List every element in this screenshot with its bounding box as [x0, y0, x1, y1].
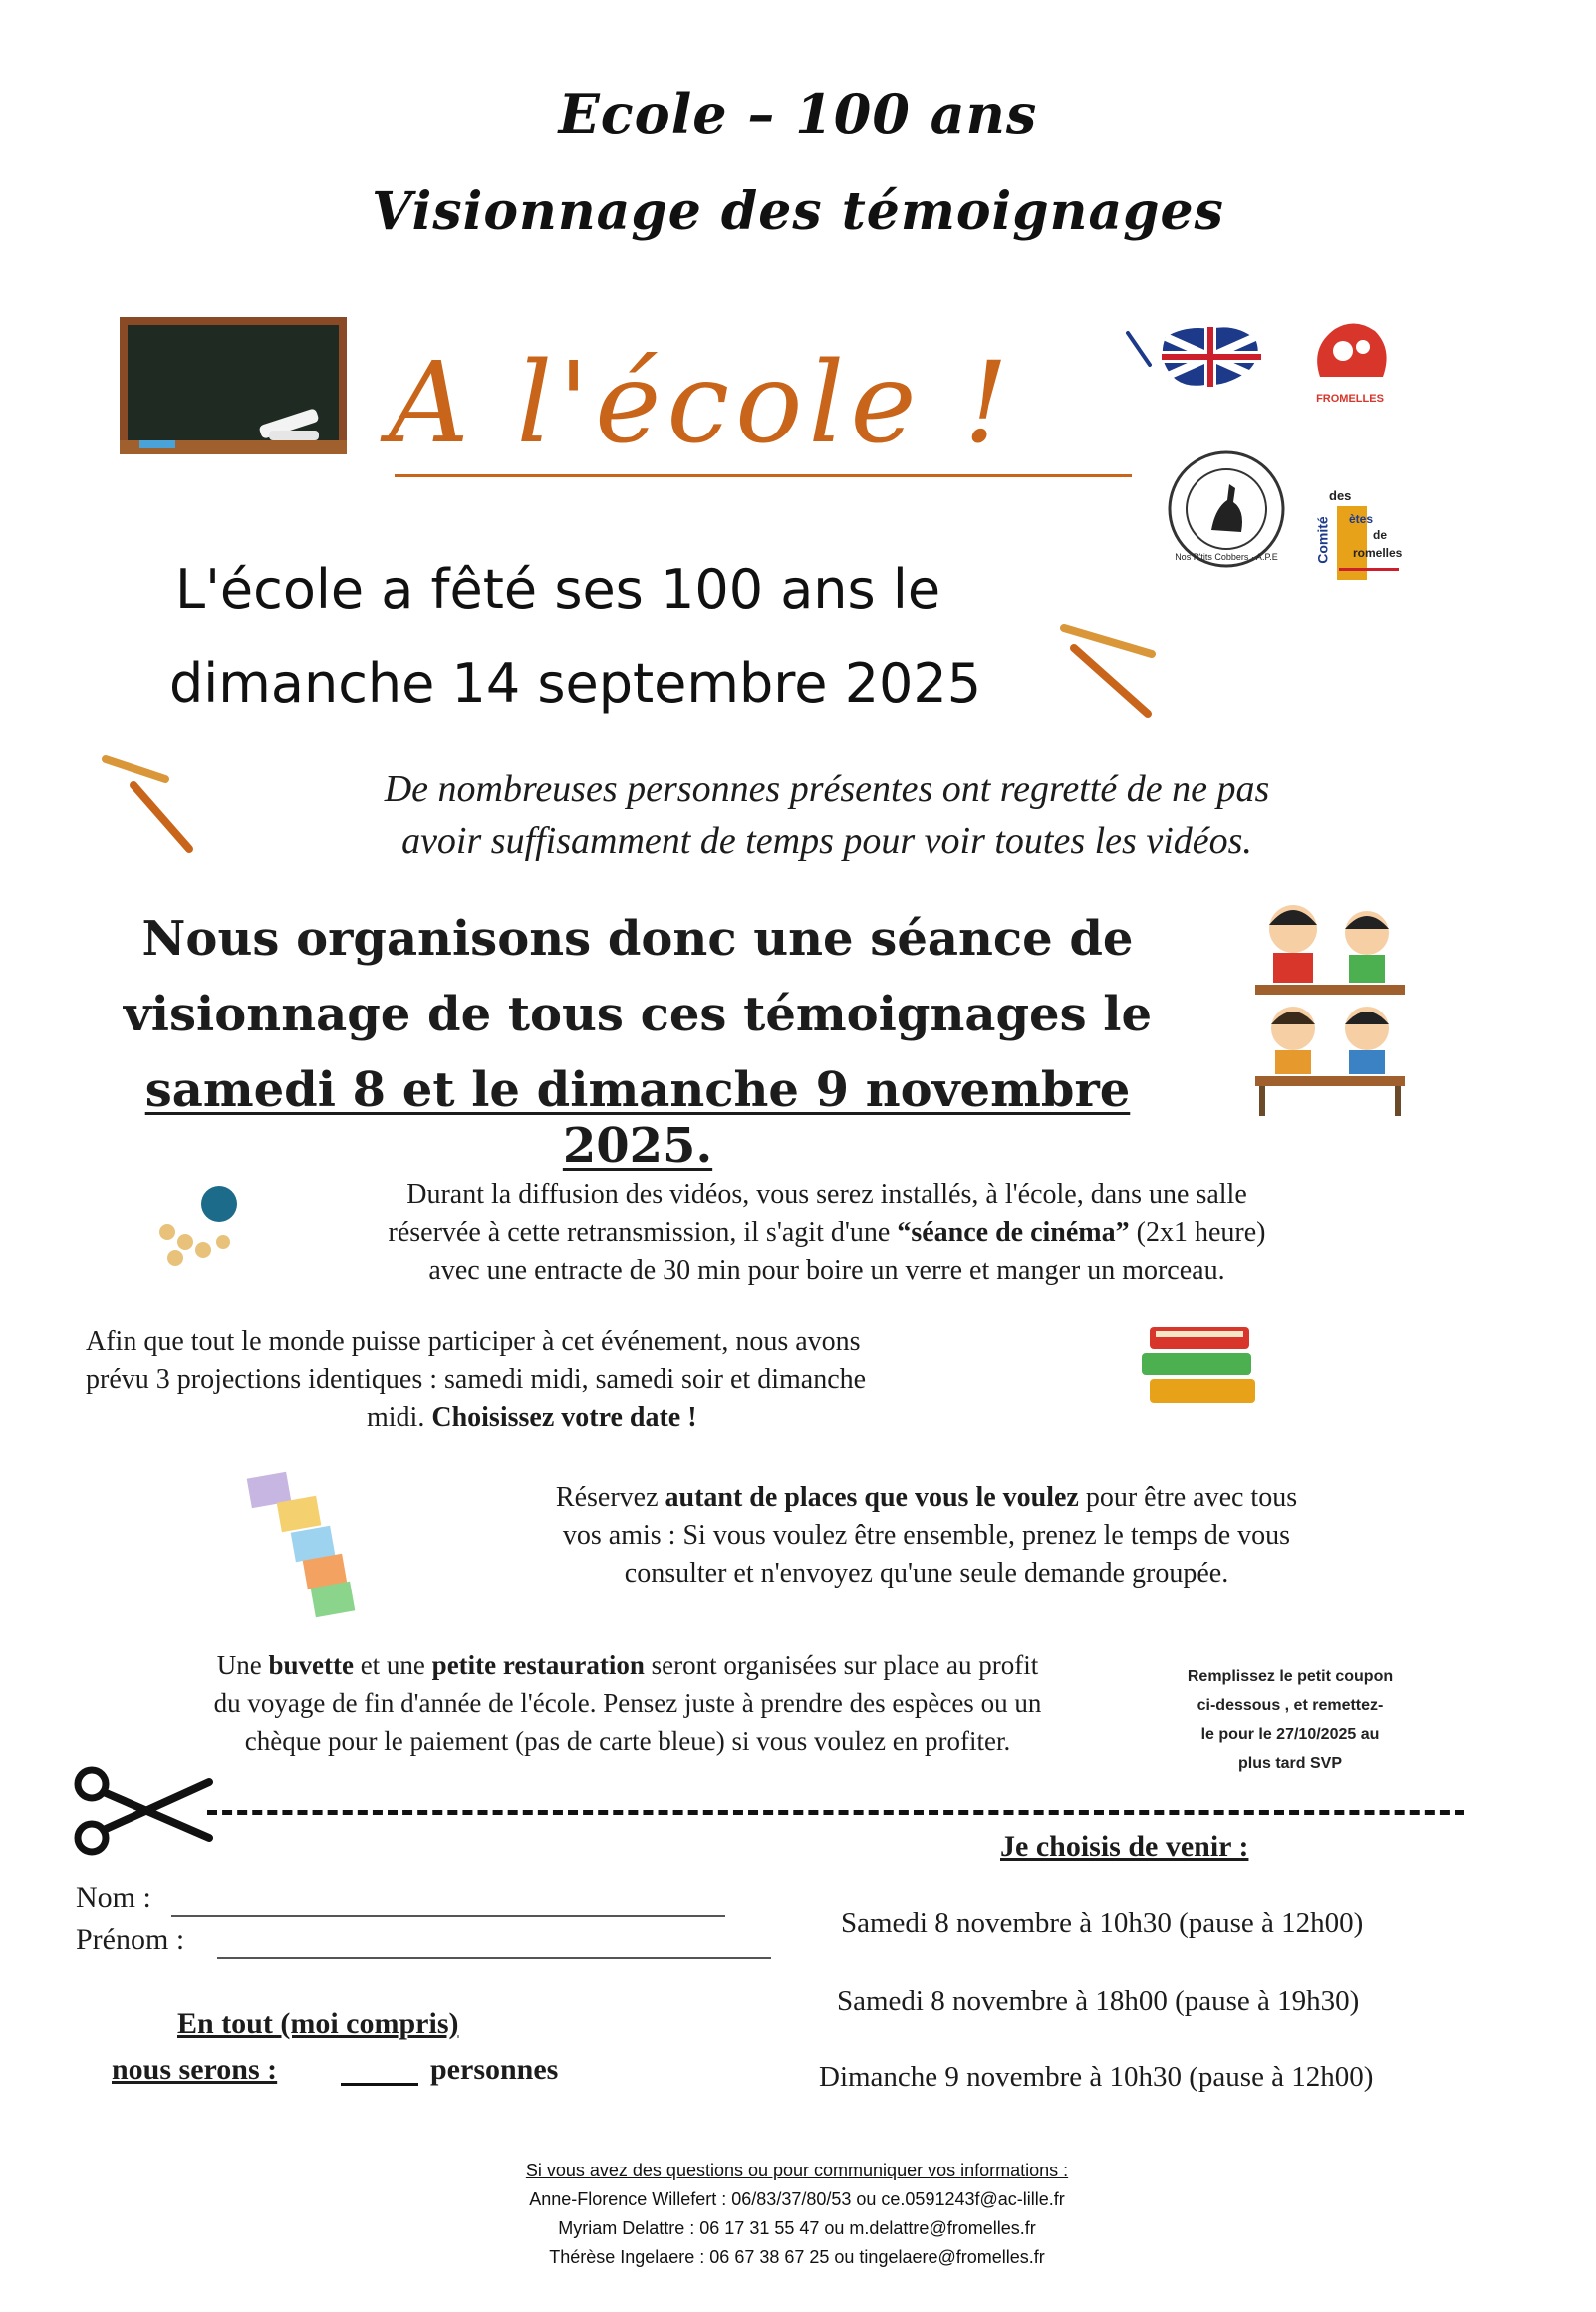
books-icon	[1136, 1313, 1265, 1427]
header-line2: Visionnage des témoignages	[372, 181, 1224, 242]
regret-line1: De nombreuses personnes présentes ont regretté de ne pas	[384, 768, 1270, 810]
option-saturday-evening[interactable]: Samedi 8 novembre à 18h00 (pause à 19h30)	[837, 1985, 1360, 2017]
announce-line2: visionnage de tous ces témoignages le	[123, 987, 1153, 1042]
announce-line3: samedi 8 et le dimanche 9 novembre 2025.	[144, 1062, 1131, 1174]
chalkboard-image	[120, 317, 347, 454]
chalk-mark-icon	[1124, 329, 1154, 373]
pencils-icon	[100, 749, 209, 863]
choose-title: Je choisis de venir :	[1000, 1830, 1249, 1863]
diffusion-paragraph: Durant la diffusion des vidéos, vous serez installés, à l'école, dans une salle réservée à cette retransmission, il s'agit d'une “séance de cinéma” (2x1 heure) avec une entracte de 30 min pour boire un verre et manger un morceau.	[388, 1179, 1266, 1286]
option-saturday-noon[interactable]: Samedi 8 novembre à 10h30 (pause à 12h00)	[841, 1907, 1364, 1939]
scissors-icon	[70, 1762, 219, 1866]
option-sunday-noon[interactable]: Dimanche 9 novembre à 10h30 (pause à 12h00)	[819, 2061, 1374, 2093]
places-paragraph: Réservez autant de places que vous le voulez pour être avec tous vos amis : Si vous voulez être ensemble, prenez le temps de vous consulter et n'envoyez qu'une seule demande groupée.	[555, 1482, 1298, 1589]
buvette-paragraph: Une buvette et une petite restauration seront organisées sur place au profit du voyage de fin d'année de l'école. Pensez juste à prendre des espèces ou un chèque pour le paiement (pas de carte bleue) si vous voulez en profiter.	[213, 1650, 1042, 1756]
comite-des-fetes-logo: Comité des ètes de romelles	[1313, 488, 1423, 588]
cut-line	[207, 1810, 1464, 1815]
regret-line2: avoir suffisamment de temps pour voir toutes les vidéos.	[401, 820, 1252, 862]
nom-label: Nom :	[76, 1881, 151, 1914]
fromelles-logo: FROMELLES	[1305, 317, 1395, 417]
beads-toy-icon	[145, 1176, 255, 1280]
total-line2: nous serons :	[112, 2053, 278, 2086]
prenom-label: Prénom :	[76, 1923, 185, 1956]
intro-line1: L'école a fêté ses 100 ans le	[175, 558, 941, 621]
flag-map-logo	[1156, 317, 1265, 401]
total-persons-label: personnes	[430, 2053, 559, 2086]
announce-line1: Nous organisons donc une séance de	[141, 911, 1134, 967]
pencils-icon	[1056, 618, 1166, 731]
projections-paragraph: Afin que tout le monde puisse participer à cet événement, nous avons prévu 3 projections identiques : samedi midi, samedi soir et dimanche midi. Choisissez votre date !	[86, 1326, 867, 1433]
contacts-block: Si vous avez des questions ou pour communiquer vos informations : Anne-Florence Willefert : 06/83/37/80/53 ou ce.0591243f@ac-lille.fr Myriam Delattre : 06 17 31 55 47 ou m.delattre@fromelles.fr Thérèse Ingelaere : 06 67 38 67 25 ou tingelaere@fromelles.fr	[525, 2161, 1069, 2267]
hopscotch-icon	[239, 1465, 369, 1628]
classroom-kids-image	[1245, 889, 1415, 1122]
ape-logo: Nos P'tits Cobbers · A.P.E	[1166, 448, 1287, 570]
script-title: A l'école !	[389, 339, 1146, 478]
persons-count-field[interactable]	[341, 2083, 418, 2086]
intro-line2: dimanche 14 septembre 2025	[169, 652, 982, 715]
total-line1: En tout (moi compris)	[177, 2007, 459, 2040]
coupon-note: Remplissez le petit coupon ci-dessous , et remettez- le pour le 27/10/2025 au plus tard SVP	[1187, 1668, 1394, 1772]
nom-field[interactable]	[171, 1915, 725, 1917]
header-line1: Ecole – 100 ans	[558, 82, 1038, 145]
prenom-field[interactable]	[217, 1957, 771, 1959]
